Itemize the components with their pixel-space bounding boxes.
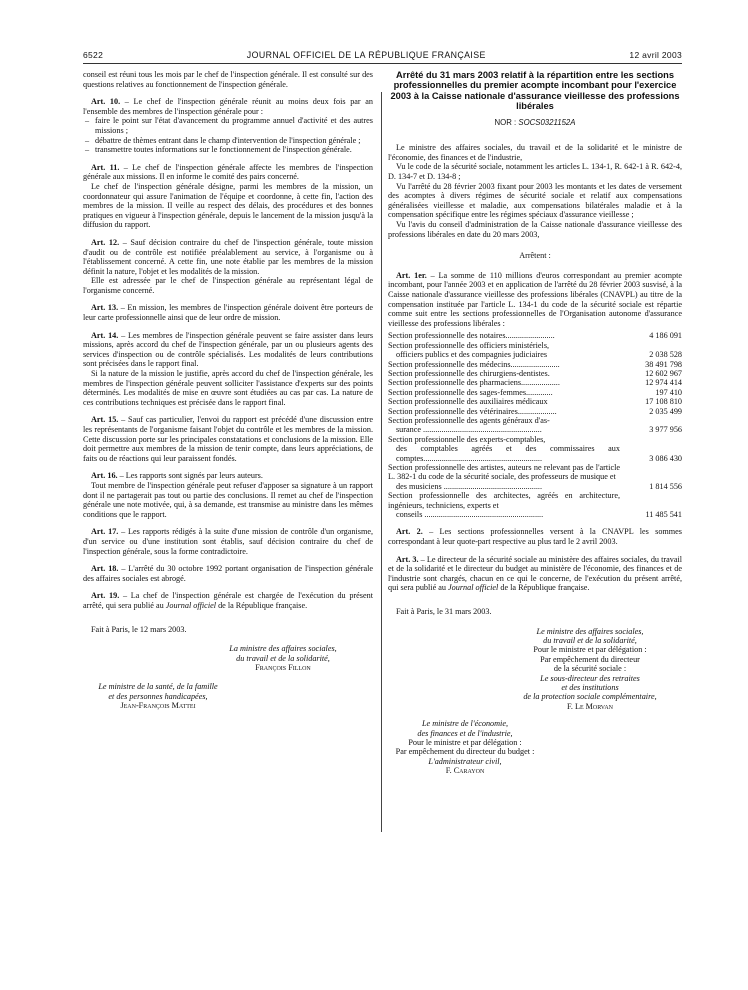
article-1 — [388, 271, 682, 329]
signatory-title: L'administrateur civil, — [428, 756, 502, 766]
section-amount: 197 410 — [655, 387, 682, 397]
signature-minister-economy — [388, 719, 542, 775]
article-text: – Le directeur de la sécurité sociale au ministère des affaires sociales, du travail et de la solidarité et le directeur du budget au ministère de l'économie, des finances et de l'industrie sont chargés, chacun en ce qui le concerne, de l'exécution du présent arrêté, qui sera publié au — [388, 554, 683, 593]
section-label — [388, 416, 620, 435]
section-name-continued: officiers publics et des compagnies judiciaires — [396, 350, 548, 360]
signatory-title: et des institutions — [561, 683, 619, 693]
article-text: – La chef de l'inspection générale est chargée de l'exécution du présent arrêté, qui sera publié au — [83, 591, 373, 610]
article-label: Art. 2. — [396, 527, 423, 537]
signatory-title: Le ministre de l'économie, — [421, 719, 509, 729]
article-18 — [83, 564, 373, 583]
article-label: Art. 19. — [91, 591, 120, 601]
arrete-title: Arrêté du 31 mars 2003 relatif à la répartition entre les sections professionnelles du premier acompte incombant pour l'exercice 2003 à la Caisse nationale d'assurance vieillesse des professions libérales — [390, 70, 680, 112]
table-row — [388, 463, 682, 491]
section-name: Section professionnelle des experts-comptables, — [388, 434, 546, 444]
table-row — [388, 435, 682, 463]
signatory-title: des finances et de l'industrie, — [417, 728, 513, 738]
table-row — [388, 407, 682, 416]
visa-paragraph: Vu l'avis du conseil d'administration de la Caisse nationale d'assurance vieillesse des professions libérales en date du 20 mars 2003, — [388, 219, 682, 239]
article-text: de la République française. — [498, 583, 590, 593]
article-label: Art. 10. — [91, 97, 121, 107]
section-amount: 2 038 528 — [649, 350, 682, 360]
section-label — [388, 388, 620, 397]
signatory-title: et des personnes handicapées, — [108, 691, 208, 701]
table-row — [388, 491, 682, 519]
section-amount: 3 086 430 — [649, 453, 682, 463]
section-name-continued: conseils .......................................................... — [396, 510, 544, 520]
table-row — [388, 378, 682, 387]
nor-code: SOCS0321152A — [518, 117, 576, 127]
intro-paragraph: conseil est réuni tous les mois par le chef de l'inspection générale. Il est consulté sur des questions relatives au fonctionnement de l'inspection générale. — [83, 70, 373, 89]
article-paragraph: Si la nature de la mission le justifie, après accord du chef de l'inspection générale, les membres de l'inspection générale peuvent solliciter l'assistance d'experts sur des points déterminés. Les modalités de mise en œuvre sont étudiées au cas par cas. La nature de ces contributions techniques est précisée dans le rapport final. — [83, 369, 373, 407]
article-text: – Le chef de l'inspection générale réunit au moins deux fois par an l'ensemble des membres de l'inspection générale pour : — [83, 97, 373, 116]
table-row — [388, 369, 682, 378]
signatory-name: Jean-François Mattei — [120, 701, 196, 711]
article-text: – Les rapports sont signés par leurs auteurs. — [117, 471, 263, 481]
article-label: Art. 17. — [91, 527, 119, 537]
article-label: Art. 1er. — [396, 270, 427, 280]
signatory-title: Le ministre des affaires sociales, — [536, 626, 644, 636]
section-amount: 11 485 541 — [645, 510, 682, 520]
article-label: Art. 12. — [91, 237, 120, 247]
signatory-title: Le ministre de la santé, de la famille — [98, 682, 218, 692]
article-10-list — [83, 116, 373, 154]
column-divider — [381, 92, 382, 832]
header-rule — [83, 63, 682, 64]
section-amount: 1 814 556 — [649, 481, 682, 491]
section-name: Section professionnelle des auxiliaires médicaux — [388, 397, 548, 407]
nor-reference — [388, 118, 682, 128]
article-label: Art. 14. — [91, 330, 119, 340]
article-label: Art. 13. — [91, 303, 119, 313]
section-amount: 38 491 798 — [645, 359, 682, 369]
section-name: Section professionnelle des vétérinaires................... — [388, 406, 557, 416]
section-name-continued: surance .......................................................... — [396, 425, 542, 435]
section-amount: 17 108 810 — [645, 397, 682, 407]
article-2 — [388, 527, 682, 546]
section-name: Section professionnelle des sages-femmes............. — [388, 387, 553, 397]
section-name-continued: des musiciens ................................................ — [396, 481, 543, 491]
signature-minister-health — [83, 682, 233, 710]
article-label: Art. 16. — [91, 471, 118, 481]
signatory-name: F. Le Morvan — [566, 701, 614, 711]
section-label — [388, 397, 620, 406]
page-number: 6522 — [83, 50, 104, 60]
article-text: – Le chef de l'inspection générale affecte les membres de l'inspection générale aux missions. Il en informe le comité des pairs concerné. — [83, 162, 374, 182]
article-text: de la République française. — [216, 600, 308, 610]
article-11 — [83, 163, 373, 182]
signatory-title: Par empêchement du directeur du budget : — [395, 747, 535, 757]
article-label: Art. 18. — [91, 564, 119, 574]
article-text: – Les sections professionnelles versent à la CNAVPL les sommes correspondant à leur quote-part respective au plus tard le 2 avril 2003. — [388, 527, 682, 547]
visa-paragraph: Vu l'arrêté du 28 février 2003 fixant pour 2003 les montants et les dates de versement des acomptes à divers régimes de sécurité sociale et relatif aux compensations généralisées vieillesse et maladie, aux compensations bilatérales maladie et à la compensation spécifique entre les régimes spéciaux d'assurance vieillesse ; — [388, 181, 682, 220]
section-name: Section professionnelle des médecins........................ — [388, 359, 560, 369]
signatory-title: de la sécurité sociale : — [553, 664, 627, 674]
article-text: – Sauf cas particulier, l'envoi du rapport est précédé d'une discussion entre les représentants de l'organisme faisant l'objet du contrôle et les membres de la mission. Cette discussion porte sur les principales constatations et conclusions de la mission. Elle doit permettre aux membres de la mission de tenir compte, dans leurs appréciations, de faits ou de réactions qui leur paraissent fondés. — [83, 415, 373, 463]
signature-date: Fait à Paris, le 12 mars 2003. — [91, 624, 187, 634]
page-header — [83, 48, 682, 62]
section-label — [388, 435, 620, 463]
signatory-title: du travail et de la solidarité, — [236, 653, 330, 663]
signature-block — [388, 607, 682, 776]
table-row — [388, 360, 682, 369]
article-paragraph: Le chef de l'inspection générale désigne, parmi les membres de la mission, un coordonnateur qui assure l'animation de l'équipe et coordonne, à cette fin, l'action des membres de la mission. Il veille au respect des délais, des procédures et des bonnes pratiques en vigueur à l'inspection générale, depuis le lancement de la mission jusqu'à la diffusion du rapport. — [83, 181, 373, 230]
article-3 — [388, 555, 682, 593]
article-label: Art. 11. — [91, 162, 120, 172]
article-paragraph: Tout membre de l'inspection générale peut refuser d'apposer sa signature à un rapport dont il ne partagerait pas tout ou partie des conclusions. Il remet au chef de l'inspection générale une note motivée, qui, à sa demande, est transmise au ministre dans les mêmes conditions que le rapport. — [83, 480, 373, 519]
section-label — [388, 369, 620, 378]
journal-title: JOURNAL OFFICIEL DE LA RÉPUBLIQUE FRANÇAISE — [246, 50, 486, 60]
signatory-title: Pour le ministre et par délégation : — [533, 645, 647, 655]
signature-minister-social-affairs — [193, 644, 373, 672]
section-label — [388, 463, 620, 491]
visa-paragraph: Le ministre des affaires sociales, du travail et de la solidarité et le ministre de l'économie, des finances et de l'industrie, — [388, 143, 682, 162]
signature-minister-social-affairs — [498, 627, 682, 712]
section-label — [388, 360, 620, 369]
section-amount: 12 602 967 — [645, 368, 682, 378]
article-10 — [83, 97, 373, 116]
signature-block — [83, 625, 373, 711]
article-text: – Sauf décision contraire du chef de l'inspection générale, toute mission d'audit ou de contrôle est notifiée préalablement au service, à l'organisme ou à l'établissement concerné. A cette fin, une note établie par les membres de la mission définit la nature, l'objet et les modalités de la mission. — [83, 237, 373, 276]
article-16 — [83, 471, 373, 481]
section-label — [388, 341, 620, 360]
allocation-table — [388, 331, 682, 519]
article-paragraph: Elle est adressée par le chef de l'inspection générale au représentant légal de l'organisme concerné. — [83, 276, 373, 295]
section-name: Section professionnelle des notaires........................ — [388, 331, 555, 341]
signatory-title: de la protection sociale complémentaire, — [523, 692, 657, 702]
article-15 — [83, 415, 373, 463]
signatory-title: La ministre des affaires sociales, — [229, 644, 337, 654]
article-13 — [83, 303, 373, 322]
section-name: Section professionnelle des architectes, agréés en architecture, ingénieurs, techniciens, experts et — [388, 491, 620, 510]
section-amount: 2 035 499 — [649, 406, 682, 416]
issue-date: 12 avril 2003 — [629, 50, 682, 60]
journal-reference: Journal officiel — [448, 583, 499, 593]
section-name: Section professionnelle des officiers ministériels, — [388, 340, 550, 350]
table-row — [388, 397, 682, 406]
article-14 — [83, 331, 373, 369]
table-row — [388, 331, 682, 340]
article-text: – Les membres de l'inspection générale peuvent se faire assister dans leurs missions, après accord du chef de l'inspection générale, par un ou plusieurs agents des services d'inspection ou de contrôle spécialisés. Les modalités de leurs contributions sont précisées dans le rapport final. — [83, 330, 374, 369]
signature-date: Fait à Paris, le 31 mars 2003. — [396, 607, 492, 616]
visa-paragraph: Vu le code de la sécurité sociale, notamment les articles L. 134-1, R. 642-1 à R. 642-4, D. 134-7 et D. 134-8 ; — [388, 162, 682, 181]
journal-reference: Journal officiel — [165, 600, 217, 610]
article-label: Art. 3. — [396, 554, 419, 564]
article-label: Art. 15. — [91, 415, 119, 425]
section-label — [388, 491, 620, 519]
article-text: – L'arrêté du 30 octobre 1992 portant organisation de l'inspection générale des affaires sociales est abrogé. — [83, 564, 373, 583]
section-name: Section professionnelle des chirurgiens-dentistes. — [388, 368, 550, 378]
article-19 — [83, 591, 373, 610]
signatory-name: François Fillon — [255, 662, 311, 672]
section-name: Section professionnelle des agents généraux d'as- — [388, 415, 550, 425]
left-column — [83, 70, 373, 711]
table-row — [388, 341, 682, 360]
section-amount: 12 974 414 — [645, 378, 682, 388]
signatory-name: F. Carayon — [445, 766, 485, 776]
article-12 — [83, 238, 373, 276]
signatory-title: Par empêchement du directeur — [540, 654, 640, 664]
section-amount: 3 977 956 — [649, 425, 682, 435]
table-row — [388, 388, 682, 397]
signatory-title: du travail et de la solidarité, — [543, 636, 637, 645]
section-amount: 4 186 091 — [649, 331, 682, 341]
right-column — [388, 70, 682, 776]
list-item: – faire le point sur l'état d'avancement du programme annuel d'activité et des autres missions ; — [95, 116, 373, 135]
list-item: – débattre de thèmes entrant dans le champ d'intervention de l'inspection générale ; — [95, 136, 373, 146]
signatory-title: Pour le ministre et par délégation : — [408, 738, 522, 748]
article-text: – Les rapports rédigés à la suite d'une mission de contrôle d'un organisme, d'un service ou d'une institution sont établis, sauf décision contraire du chef de l'inspection générale, sous la forme contradictoire. — [83, 527, 374, 556]
section-label — [388, 407, 620, 416]
section-label — [388, 378, 620, 387]
article-17 — [83, 527, 373, 556]
section-name: Section professionnelle des artistes, auteurs ne relevant pas de l'article L. 382-1 du code de la sécurité sociale, des professeurs de musique et — [388, 463, 620, 482]
section-name-continued: des comptables agréés et des commissaires aux comptes.......................................................... — [396, 444, 620, 463]
list-item: – transmettre toutes informations sur le fonctionnement de l'inspection générale. — [95, 145, 373, 155]
section-name: Section professionnelle des pharmaciens................... — [388, 378, 560, 388]
arretent-heading: Arrêtent : — [519, 251, 551, 261]
signatory-title: Le sous-directeur des retraites — [540, 673, 640, 683]
table-row — [388, 416, 682, 435]
nor-label: NOR : — [494, 117, 519, 127]
article-text: – En mission, les membres de l'inspection générale doivent être porteurs de leur carte professionnelle ainsi que de leur ordre de mission. — [83, 303, 373, 323]
article-text: – La somme de 110 millions d'euros correspondant au premier acompte incombant, pour l'année 2003 et en application de l'arrêté du 28 février 2003 susvisé, à la Caisse nationale d'assurance vieillesse des professions libérales (CNAVPL) au titre de la compensation instituée par l'article L. 134-1 du code de la sécurité sociale est répartie comme suit entre les sections professionnelles de l'Organisation autonome d'assurance vieillesse des professions libérales : — [388, 270, 683, 328]
section-label — [388, 331, 620, 340]
